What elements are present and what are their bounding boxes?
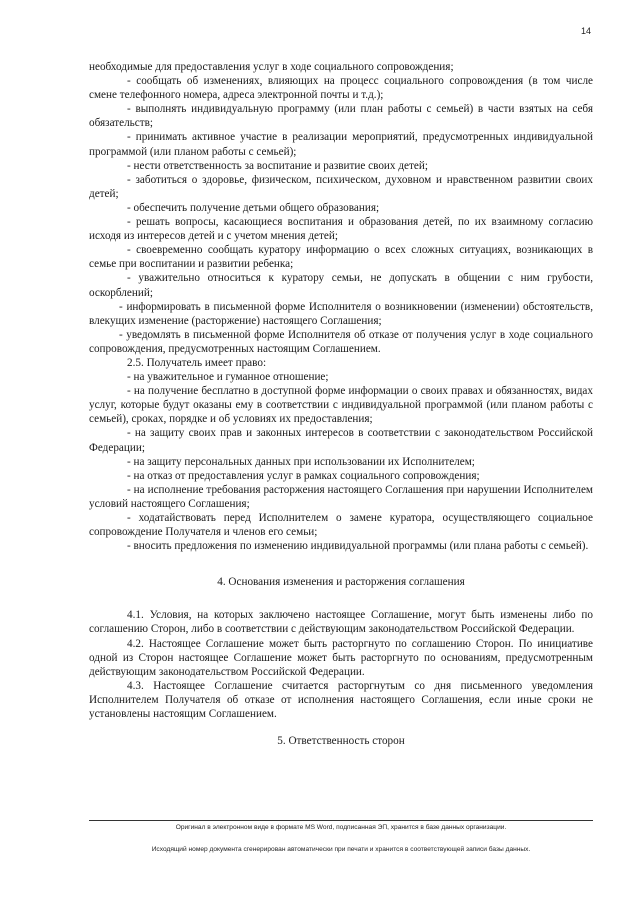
paragraph: - на получение бесплатно в доступной форме информации о своих правах и обязанностях, видах услуг, которые будут оказаны ему в соответствии с индивидуальной программой (или планом работы с семьей), сроках, порядке и об условиях их предоставления; — [89, 385, 593, 426]
paragraph: - решать вопросы, касающиеся воспитания и образования детей, по их взаимному согласию исходя из интересов детей и с учетом мнения детей; — [89, 216, 593, 243]
paragraph: - информировать в письменной форме Исполнителя о возникновении (изменении) обстоятельств, влекущих изменение (расторжение) настоящего Соглашения; — [89, 300, 593, 327]
paragraph: - на защиту персональных данных при использовании их Исполнителем; — [127, 455, 475, 468]
paragraph: - на отказ от предоставления услуг в рамках социального сопровождения; — [127, 469, 480, 482]
paragraph: - своевременно сообщать куратору информацию о всех сложных ситуациях, возникающих в семье при воспитании и развитии ребенка; — [89, 244, 593, 271]
paragraph: - на защиту своих прав и законных интересов в соответствии с законодательством Российской Федерации; — [89, 427, 593, 454]
footer-note: Исходящий номер документа сгенерирован автоматически при печати и хранится в соответствующей записи базы данных. — [151, 846, 531, 853]
paragraph: - обеспечить получение детьми общего образования; — [127, 201, 380, 214]
footer-divider — [89, 820, 593, 821]
paragraph: - принимать активное участие в реализации мероприятий, предусмотренных индивидуальной программой (или планом работы с семьей); — [89, 131, 593, 158]
paragraph: - заботиться о здоровье, физическом, психическом, духовном и нравственном развитии своих детей; — [89, 173, 593, 200]
paragraph: необходимые для предоставления услуг в ходе социального сопровождения; — [89, 61, 454, 73]
paragraph: 4.1. Условия, на которых заключено настоящее Соглашение, могут быть изменены либо по соглашению Сторон, либо в соответствии с действующим законодательством Российской Федерации. — [89, 609, 593, 636]
paragraph: 4.2. Настоящее Соглашение может быть расторгнуто по соглашению Сторон. По инициативе одной из Сторон настоящее Соглашение может быть расторгнуто по основаниям, предусмотренным действующим законодательством Российской Федерации. — [89, 637, 593, 678]
paragraph: - выполнять индивидуальную программу (или план работы с семьей) в части взятых на себя обязательств; — [89, 103, 593, 130]
paragraph: - сообщать об изменениях, влияющих на процесс социального сопровождения (в том числе смене телефонного номера, адреса электронной почты и т.д.); — [89, 75, 593, 102]
paragraph: - ходатайствовать перед Исполнителем о замене куратора, осуществляющего социальное сопровождение Получателя и членов его семьи; — [89, 512, 593, 539]
section-title: 5. Ответственность сторон — [277, 735, 405, 748]
paragraph: - на уважительное и гуманное отношение; — [127, 371, 329, 384]
footer-note: Оригинал в электронном виде в формате MS Word, подписанная ЭП, хранится в базе данных организации. — [175, 824, 507, 831]
section-title: 4. Основания изменения и расторжения соглашения — [217, 576, 465, 589]
paragraph: - уведомлять в письменной форме Исполнителя об отказе от получения услуг в ходе социального сопровождения, предусмотренных настоящим Соглашением. — [89, 328, 593, 355]
clause-heading: 2.5. Получатель имеет право: — [127, 356, 267, 369]
paragraph: 4.3. Настоящее Соглашение считается расторгнутым со дня письменного уведомления Исполнителем Получателя об отказе от исполнения настоящего Соглашения, если иные сроки не установлены настоящим Соглашением. — [89, 679, 593, 721]
paragraph: - нести ответственность за воспитание и развитие своих детей; — [127, 159, 428, 172]
paragraph: - уважительно относиться к куратору семьи, не допускать в общении с ним грубости, оскорблений; — [89, 272, 593, 299]
paragraph: - вносить предложения по изменению индивидуальной программы (или плана работы с семьей). — [127, 540, 589, 553]
paragraph: - на исполнение требования расторжения настоящего Соглашения при нарушении Исполнителем условий настоящего Соглашения; — [89, 483, 593, 510]
document-body — [89, 60, 593, 748]
page-number: 14 — [580, 26, 591, 36]
